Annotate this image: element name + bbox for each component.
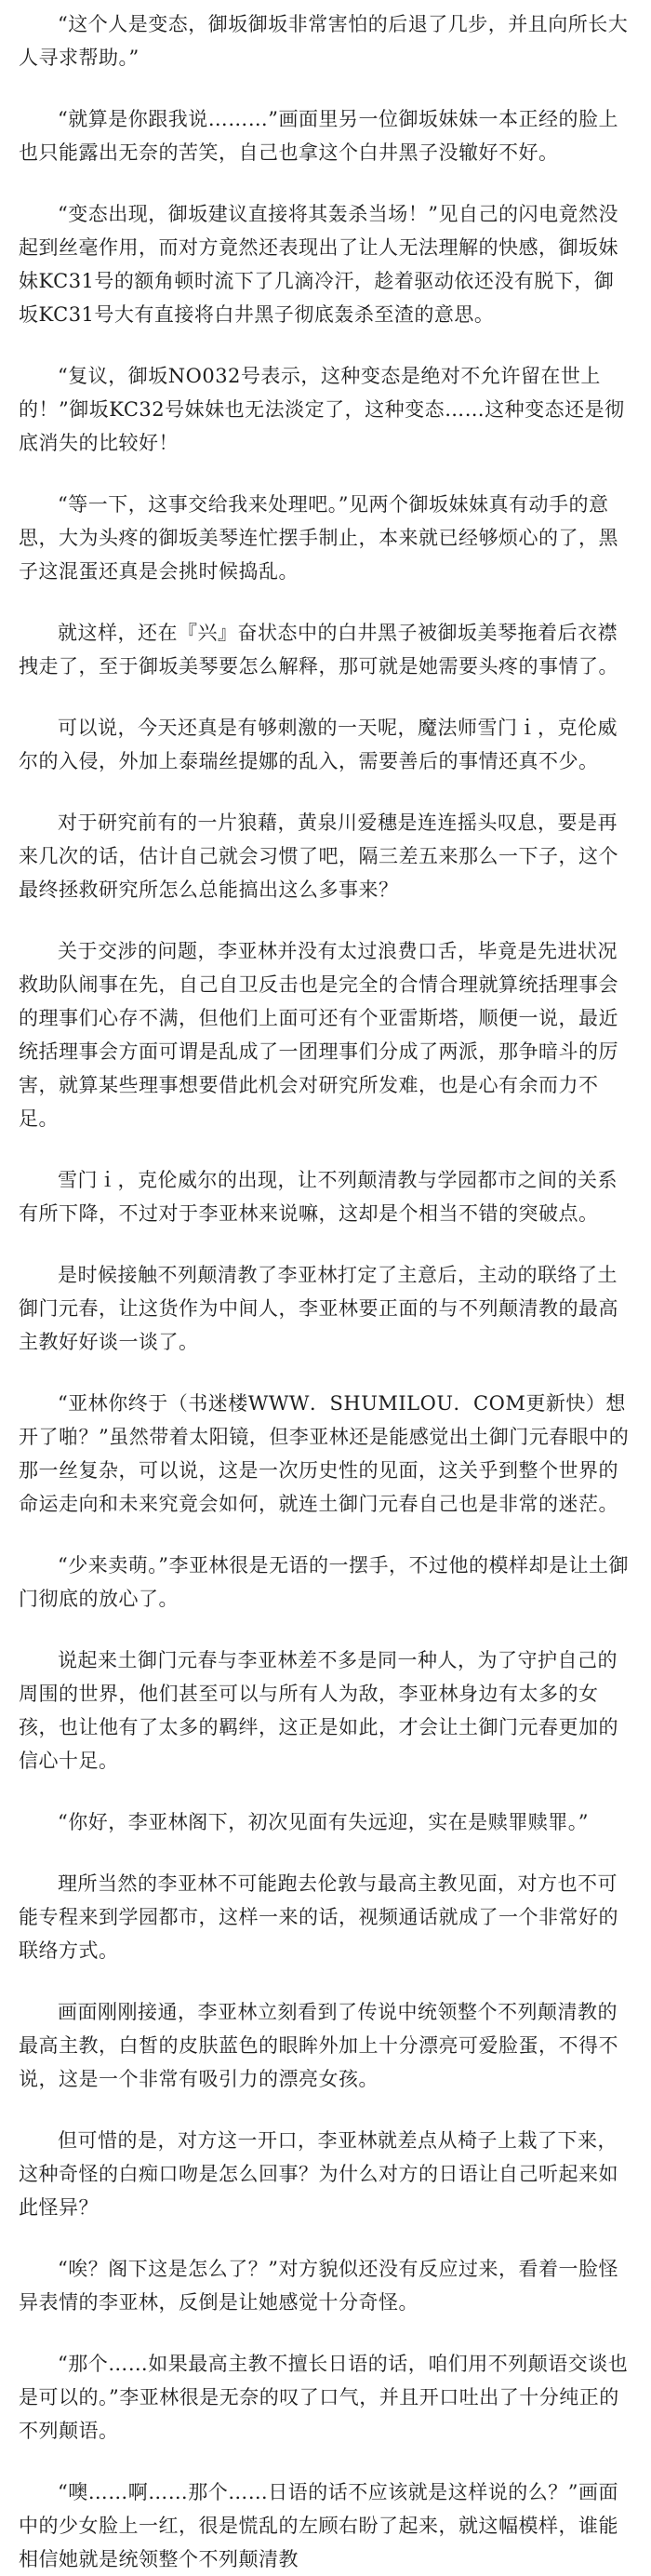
paragraph: 画面刚刚接通，李亚林立刻看到了传说中统领整个不列颠清教的最高主教，白皙的皮肤蓝色的眼眸外加上十分漂亮可爱脸蛋，不得不说，这是一个非常有吸引力的漂亮女孩。 [19, 2001, 618, 2090]
paragraph: “复议，御坂NO032号表示，这种变态是绝对不允许留在世上的！”御坂KC32号妹妹也无法淡定了，这种变态……这种变态还是彻底消失的比较好！ [19, 365, 625, 454]
paragraph: “变态出现，御坂建议直接将其轰杀当场！”见自己的闪电竟然没起到丝毫作用，而对方竟然还表现出了让人无法理解的快感，御坂妹妹KC31号的额角顿时流下了几滴冷汗，趁着驱动依还没有脱下，御坂KC31号大有直接将白井黑子彻底轰杀至渣的意思。 [19, 203, 618, 326]
paragraph: 但可惜的是，对方这一开口，李亚林就差点从椅子上栽了下来，这种奇怪的白痴口吻是怎么回事？为什么对方的日语让自己听起来如此怪异？ [19, 2129, 618, 2219]
paragraph: 理所当然的李亚林不可能跑去伦敦与最高主教见面，对方也不可能专程来到学园都市，这样一来的话，视频通话就成了一个非常好的联络方式。 [19, 1872, 618, 1962]
paragraph: “那个……如果最高主教不擅长日语的话，咱们用不列颠语交谈也是可以的。”李亚林很是无奈的叹了口气，并且开口吐出了十分纯正的不列颠语。 [19, 2353, 629, 2442]
paragraph: 说起来土御门元春与李亚林差不多是同一种人，为了守护自己的周围的世界，他们甚至可以与所有人为敌，李亚林身边有太多的女孩，也让他有了太多的羁绊，这正是如此，才会让土御门元春更加的信心十足。 [19, 1649, 618, 1772]
paragraph: 对于研究前有的一片狼藉，黄泉川爱穗是连连摇头叹息，要是再来几次的话，估计自己就会习惯了吧，隔三差五来那么一下子，这个最终拯救研究所怎么总能搞出这么多事来？ [19, 812, 618, 901]
paragraph: “亚林你终于（书迷楼WWW．SHUMILOU．COM更新快）想开了啪？”虽然带着太阳镜，但李亚林还是能感觉出土御门元春眼中的那一丝复杂，可以说，这是一次历史性的见面，这关乎到整个世界的命运走向和未来究竟会如何，就连土御门元春自己也是非常的迷茫。 [19, 1392, 630, 1515]
paragraph: “这个人是变态，御坂御坂非常害怕的后退了几步，并且向所长大人寻求帮助。” [19, 13, 629, 69]
paragraph: “等一下，这事交给我来处理吧。”见两个御坂妹妹真有动手的意思，大为头疼的御坂美琴连忙摆手制止，本来就已经够烦心的了，黑子这混蛋还真是会挑时候捣乱。 [19, 493, 618, 583]
paragraph: 关于交涉的问题，李亚林并没有太过浪费口舌，毕竟是先进状况救助队闹事在先，自己自卫反击也是完全的合情合理就算统括理事会的理事们心存不满，但他们上面可还有个亚雷斯塔，顺便一说，最近统括理事会方面可谓是乱成了一团理事们分成了两派，那争暗斗的厉害，就算某些理事想要借此机会对研究所发难，也是心有余而力不足。 [19, 940, 618, 1130]
paragraph: 雪门ｉ，克伦威尔的出现，让不列颠清教与学园都市之间的关系有所下降，不过对于李亚林来说嘛，这却是个相当不错的突破点。 [19, 1169, 618, 1225]
paragraph: “唉？阁下这是怎么了？”对方貌似还没有反应过来，看着一脸怪异表情的李亚林，反倒是让她感觉十分奇怪。 [19, 2258, 618, 2314]
paragraph: “少来卖萌。”李亚林很是无语的一摆手，不过他的模样却是让土御门彻底的放心了。 [19, 1554, 629, 1610]
paragraph: “就算是你跟我说………”画面里另一位御坂妹妹一本正经的脸上也只能露出无奈的苦笑，自己也拿这个白井黑子没辙好不好。 [19, 108, 618, 164]
paragraph: 就这样，还在『兴』奋状态中的白井黑子被御坂美琴拖着后衣襟拽走了，至于御坂美琴要怎么解释，那可就是她需要头疼的事情了。 [19, 622, 618, 678]
paragraph: “你好，李亚林阁下，初次见面有失远迎，实在是赎罪赎罪。” [58, 1811, 589, 1833]
paragraph: “噢……啊……那个……日语的话不应该就是这样说的么？”画面中的少女脸上一红，很是慌乱的左顾右盼了起来，就这幅模样，谁能相信她就是统领整个不列颠清教 [19, 2481, 618, 2570]
paragraph: 可以说，今天还真是有够刺激的一天呢，魔法师雪门ｉ，克伦威尔的入侵，外加上泰瑞丝提娜的乱入，需要善后的事情还真不少。 [19, 717, 618, 772]
paragraph: 是时候接触不列颠清教了李亚林打定了主意后，主动的联络了土御门元春，让这货作为中间人，李亚林要正面的与不列颠清教的最高主教好好谈一谈了。 [19, 1264, 618, 1353]
